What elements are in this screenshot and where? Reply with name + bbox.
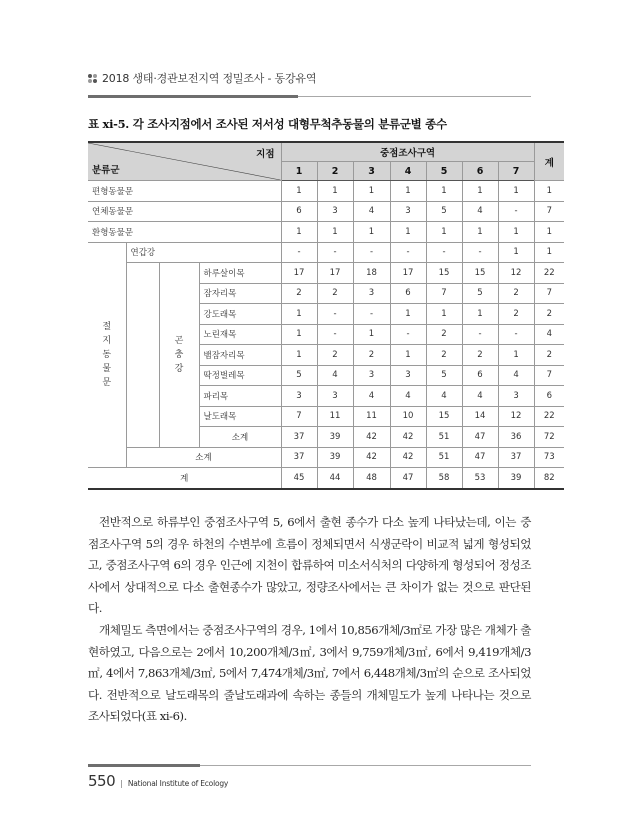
value-cell: 1 [281,304,317,325]
value-cell: 39 [317,427,353,448]
phylum-char: 물 [102,363,112,374]
institute-name: National Institute of Ecology [127,779,229,788]
footer-rule-light [200,765,531,766]
row-label: 파리목 [199,386,281,407]
total-cell: 1 [534,242,564,263]
value-cell: - [498,201,534,222]
dot [88,74,92,78]
phylum-char: 문 [102,377,112,388]
row-label: 환형동물문 [88,222,281,243]
body-text-2 [88,620,531,728]
row-label: 연갑강 [126,242,281,263]
value-cell: 1 [498,222,534,243]
value-cell: 4 [390,386,426,407]
value-cell: - [353,304,390,325]
total-cell: 2 [534,345,564,366]
total-cell: 22 [534,263,564,284]
value-cell: 4 [317,365,353,386]
zone-header: 중점조사구역 [281,142,534,162]
value-cell: 1 [353,181,390,202]
value-cell: 44 [317,468,353,489]
value-cell: 15 [426,263,462,284]
class-char: 충 [174,349,184,360]
paragraph: 전반적으로 하류부인 중점조사구역 5, 6에서 출현 종수가 다소 높게 나타났는데, 이는 중점조사구역 5의 경우 하천의 수변부에 흐름이 정체되면서 식생군락이 비교적 넓게 형성되었고, 중점조사구역 6의 경우 인근에 지천이 합류하여 미소서식처의 다양하게 형성되어 정성조사에서 상대적으로 다소 출현종수가 많았고, 정량조사에서는 큰 차이가 없는 것으로 판단된다. [88,515,531,615]
value-cell: 1 [281,324,317,345]
grand-total-label: 계 [88,468,281,489]
value-cell: 1 [462,304,498,325]
value-cell: 11 [317,406,353,427]
value-cell: 1 [390,304,426,325]
site-label: 지점 [256,149,275,160]
value-cell: 39 [498,468,534,489]
value-cell: 51 [426,427,462,448]
value-cell: 58 [426,468,462,489]
subtotal-label: 소계 [199,427,281,448]
column-header: 1 [281,162,317,181]
value-cell: 2 [498,283,534,304]
value-cell: 17 [317,263,353,284]
phylum-char: 지 [102,335,112,346]
row-label: 날도래목 [199,406,281,427]
value-cell: 14 [462,406,498,427]
value-cell: 42 [390,427,426,448]
total-cell: 1 [534,181,564,202]
value-cell: 12 [498,263,534,284]
table-row [88,263,564,284]
value-cell: - [317,304,353,325]
species-count-table [88,141,564,490]
value-cell: 3 [353,283,390,304]
value-cell: 7 [281,406,317,427]
value-cell: 1 [426,222,462,243]
value-cell: 6 [281,201,317,222]
value-cell: 1 [426,181,462,202]
value-cell: 4 [426,386,462,407]
value-cell: 1 [462,181,498,202]
value-cell: 15 [462,263,498,284]
page-footer [88,772,228,790]
value-cell: 5 [462,283,498,304]
value-cell: 1 [390,181,426,202]
value-cell: 1 [281,181,317,202]
row-label: 딱정벌레목 [199,365,281,386]
value-cell: 1 [281,345,317,366]
value-cell: 4 [498,365,534,386]
total-cell: 4 [534,324,564,345]
dot [93,74,97,78]
value-cell: 2 [317,283,353,304]
value-cell: 42 [390,447,426,468]
class-label-cell [159,263,199,448]
header-rule-dark [88,95,298,98]
page-number: 550 [88,772,116,790]
footer-rule-dark [88,764,200,767]
value-cell: 4 [353,386,390,407]
column-header: 4 [390,162,426,181]
grand-total-row [88,468,564,489]
value-cell: 2 [498,304,534,325]
value-cell: - [281,242,317,263]
class-char: 곤 [174,335,184,346]
value-cell: 1 [426,304,462,325]
total-cell: 82 [534,468,564,489]
table-row [88,201,564,222]
value-cell: - [390,242,426,263]
value-cell: 17 [281,263,317,284]
value-cell: 53 [462,468,498,489]
total-cell: 1 [534,222,564,243]
value-cell: 1 [498,181,534,202]
row-label: 하루살이목 [199,263,281,284]
value-cell: 1 [317,222,353,243]
value-cell: 2 [462,345,498,366]
total-header: 계 [534,142,564,181]
value-cell: 47 [462,447,498,468]
value-cell: 5 [281,365,317,386]
column-header: 3 [353,162,390,181]
total-cell: 7 [534,283,564,304]
row-label: 뱀잠자리목 [199,345,281,366]
value-cell: 37 [281,427,317,448]
value-cell: 37 [498,447,534,468]
value-cell: 6 [462,365,498,386]
value-cell: 7 [426,283,462,304]
column-header: 7 [498,162,534,181]
value-cell: 3 [281,386,317,407]
value-cell: 37 [281,447,317,468]
header-rule-light [298,96,531,97]
class-char: 강 [174,363,184,374]
value-cell: - [353,242,390,263]
value-cell: 42 [353,447,390,468]
value-cell: 15 [426,406,462,427]
value-cell: - [426,242,462,263]
value-cell: 1 [353,222,390,243]
row-label: 잠자리목 [199,283,281,304]
value-cell: 12 [498,406,534,427]
total-cell: 22 [534,406,564,427]
value-cell: - [462,242,498,263]
value-cell: - [317,324,353,345]
value-cell: 17 [390,263,426,284]
total-cell: 7 [534,201,564,222]
total-cell: 72 [534,427,564,448]
value-cell: 45 [281,468,317,489]
value-cell: 3 [317,201,353,222]
value-cell: 11 [353,406,390,427]
total-cell: 6 [534,386,564,407]
value-cell: 47 [462,427,498,448]
value-cell: 2 [281,283,317,304]
value-cell: 6 [390,283,426,304]
value-cell: 4 [462,201,498,222]
running-header [88,70,316,86]
value-cell: 1 [462,222,498,243]
value-cell: 10 [390,406,426,427]
value-cell: - [498,324,534,345]
value-cell: 51 [426,447,462,468]
value-cell: 4 [462,386,498,407]
value-cell: 1 [317,181,353,202]
diagonal-header-cell [88,142,281,181]
value-cell: 2 [426,345,462,366]
value-cell: 48 [353,468,390,489]
phylum-char: 동 [102,349,112,360]
value-cell: 1 [353,324,390,345]
value-cell: 18 [353,263,390,284]
dot [93,79,97,83]
value-cell: 3 [317,386,353,407]
value-cell: 42 [353,427,390,448]
value-cell: 2 [317,345,353,366]
total-cell: 73 [534,447,564,468]
total-cell: 7 [534,365,564,386]
column-header: 6 [462,162,498,181]
subtotal-row [88,447,564,468]
value-cell: 5 [426,365,462,386]
body-text [88,512,531,620]
value-cell: 36 [498,427,534,448]
table-row [88,242,564,263]
group-label: 분류군 [92,165,120,176]
value-cell: 1 [281,222,317,243]
dot [88,79,92,83]
value-cell: 3 [498,386,534,407]
subtotal-label: 소계 [126,447,281,468]
value-cell: 1 [498,242,534,263]
table-row [88,222,564,243]
header-row-1 [88,142,564,162]
footer-separator: | [120,779,123,788]
value-cell: 39 [317,447,353,468]
row-label: 연체동물문 [88,201,281,222]
value-cell: - [317,242,353,263]
phylum-label-cell [88,242,126,468]
blank-cell [126,263,159,448]
value-cell: 3 [390,201,426,222]
value-cell: - [462,324,498,345]
value-cell: 3 [390,365,426,386]
value-cell: 3 [353,365,390,386]
value-cell: 2 [426,324,462,345]
total-cell: 2 [534,304,564,325]
row-label: 노린재목 [199,324,281,345]
running-title: 2018 생태·경관보전지역 정밀조사 - 동강유역 [102,72,317,85]
value-cell: 2 [353,345,390,366]
row-label: 편형동물문 [88,181,281,202]
column-header: 5 [426,162,462,181]
value-cell: 47 [390,468,426,489]
value-cell: 1 [498,345,534,366]
table-row [88,181,564,202]
paragraph: 개체밀도 측면에서는 중점조사구역의 경우, 1에서 10,856개체/3㎡로 가장 많은 개체가 출현하였고, 다음으로는 2에서 10,200개체/3㎡, 3에서 9,759개체/3㎡, 6에서 9,419개체/3㎡, 4에서 7,863개체/3㎡, 5에서 7,474개체/3㎡, 7에서 6,448개체/3㎡의 순으로 조사되었다. 전반적으로 날도래목의 줄날도래과에 속하는 종들의 개체밀도가 높게 나타나는 것으로 조사되었다(표 xi-6). [88,623,531,723]
row-label: 강도래목 [199,304,281,325]
column-header: 2 [317,162,353,181]
value-cell: 1 [390,222,426,243]
bullet-dots-icon [88,74,97,83]
phylum-char: 절 [102,321,112,332]
value-cell: 5 [426,201,462,222]
value-cell: 4 [353,201,390,222]
value-cell: 1 [390,345,426,366]
value-cell: - [390,324,426,345]
table-caption: 표 xi-5. 각 조사지점에서 조사된 저서성 대형무척추동물의 분류군별 종수 [88,117,447,131]
